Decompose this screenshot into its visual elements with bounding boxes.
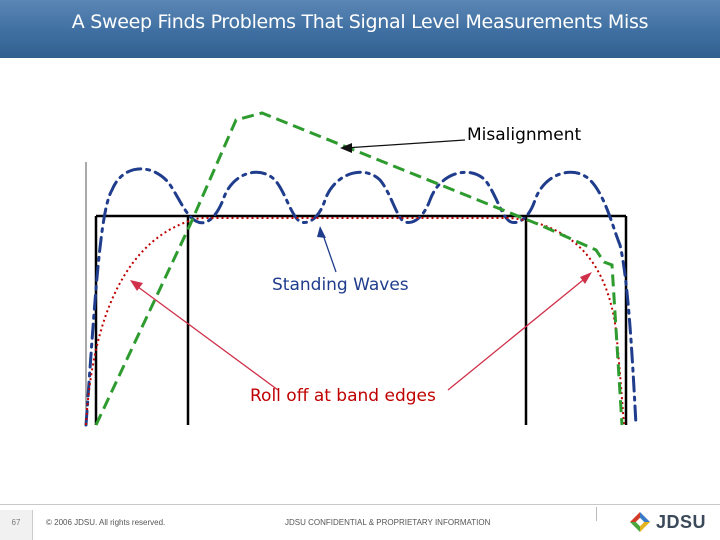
roll-off-pointer-right: [448, 276, 588, 390]
misalignment-label: Misalignment: [467, 125, 582, 145]
standing-waves-label: Standing Waves: [272, 275, 409, 295]
copyright-notice: © 2006 JDSU. All rights reserved.: [46, 518, 166, 527]
jdsu-logo-text: JDSU: [656, 512, 707, 532]
page-number: 67: [11, 518, 21, 527]
misalignment-arrowhead: [340, 143, 352, 153]
standing-waves-pointer: [322, 232, 336, 272]
roll-off-label: Roll off at band edges: [250, 386, 436, 406]
footer-divider: [0, 504, 720, 505]
roll-off-pointer-left: [134, 284, 278, 390]
misalignment-pointer: [345, 140, 465, 148]
jdsu-logo-icon: [628, 510, 652, 534]
slide-title: A Sweep Finds Problems That Signal Level Measurements Miss: [71, 11, 649, 33]
confidential-notice: JDSU CONFIDENTIAL & PROPRIETARY INFORMATION: [285, 518, 491, 527]
misalignment-trace: [96, 113, 622, 425]
logo-separator: [596, 507, 597, 521]
roll-off-arrowhead-right: [580, 272, 592, 284]
standing-waves-arrowhead: [317, 226, 326, 238]
jdsu-logo: [628, 510, 708, 534]
